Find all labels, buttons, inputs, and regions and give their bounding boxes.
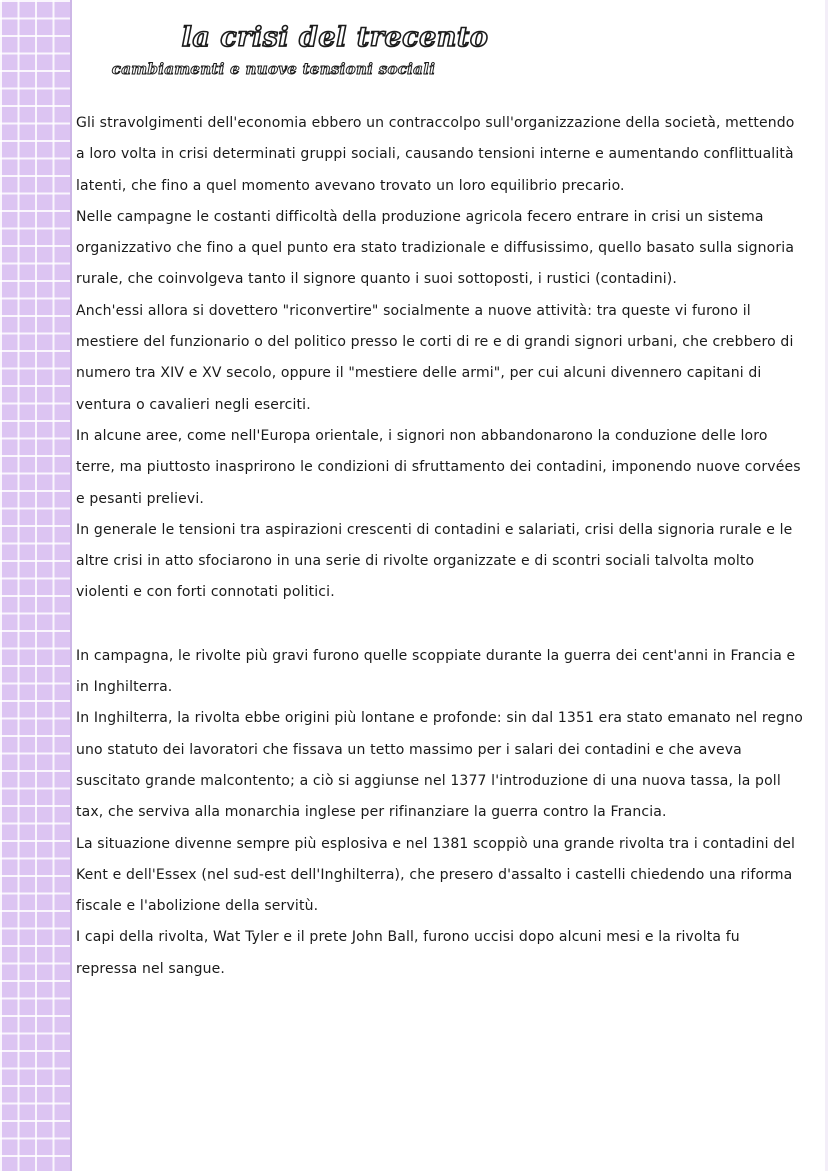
page-title: la crisi del trecento [181, 22, 489, 53]
paragraph-7: In Inghilterra, la rivolta ebbe origini più lontane e profonde: sin dal 1351 era stato emanato nel regno uno statuto dei lavoratori che fissava un tetto massimo per i salari dei contadini e che aveva suscitato grande malcontento; a ciò si aggiunse nel 1377 l'introduzione di una nuova tassa, la poll tax, che serviva alla monarchia inglese per rifinanziare la guerra contro la Francia. [76, 710, 804, 821]
margin-divider [70, 0, 72, 1171]
paragraph-1: Gli stravolgimenti dell'economia ebbero un contraccolpo sull'organizzazione della società, mettendo a loro volta in crisi determinati gruppi sociali, causando tensioni interne e aumentando conflittualità latenti, che fino a quel momento avevano trovato un loro equilibrio precario. [76, 115, 795, 194]
notes-body [76, 108, 804, 985]
paragraph-5: In generale le tensioni tra aspirazioni crescenti di contadini e salariati, crisi della signoria rurale e le altre crisi in atto sfociarono in una serie di rivolte organizzate e di scontri sociali talvolta molto violenti e con forti connotati politici. [76, 521, 793, 601]
paragraph-6: In campagna, le rivolte più gravi furono quelle scoppiate durante la guerra dei cent'anni in Francia e in Inghilterra. [76, 647, 796, 696]
paragraph-4: In alcune aree, come nell'Europa orientale, i signori non abbandonarono la conduzione delle loro terre, ma piuttosto inasprirono le condizioni di sfruttamento dei contadini, imponendo nuove corvées e pesanti prelievi. [76, 427, 801, 507]
grid-margin-decoration [0, 0, 70, 1171]
page-subtitle: cambiamenti e nuove tensioni sociali [111, 60, 436, 78]
paragraph-9: I capi della rivolta, Wat Tyler e il prete John Ball, furono uccisi dopo alcuni mesi e la rivolta fu repressa nel sangue. [76, 929, 740, 977]
paragraph-8: La situazione divenne sempre più esplosiva e nel 1381 scoppiò una grande rivolta tra i contadini del Kent e dell'Essex (nel sud-est dell'Inghilterra), che presero d'assalto i castelli chiedendo una riforma fiscale e l'abolizione della servitù. [76, 835, 796, 915]
paragraph-gap [76, 609, 804, 641]
paragraph-3: Anch'essi allora si dovettero "riconvertire" socialmente a nuove attività: tra queste vi furono il mestiere del funzionario o del politico presso le corti di re e di grandi signori urbani, che crebbero di numero tra XIV e XV secolo, oppure il "mestiere delle armi", per cui alcuni divennero capitani di ventura o cavalieri negli eserciti. [76, 302, 794, 413]
paragraph-2: Nelle campagne le costanti difficoltà della produzione agricola fecero entrare in crisi un sistema organizzativo che fino a quel punto era stato tradizionale e diffusissimo, quello basato sulla signoria rurale, che coinvolgeva tanto il signore quanto i suoi sottoposti, i rustici (contadini). [76, 208, 795, 288]
